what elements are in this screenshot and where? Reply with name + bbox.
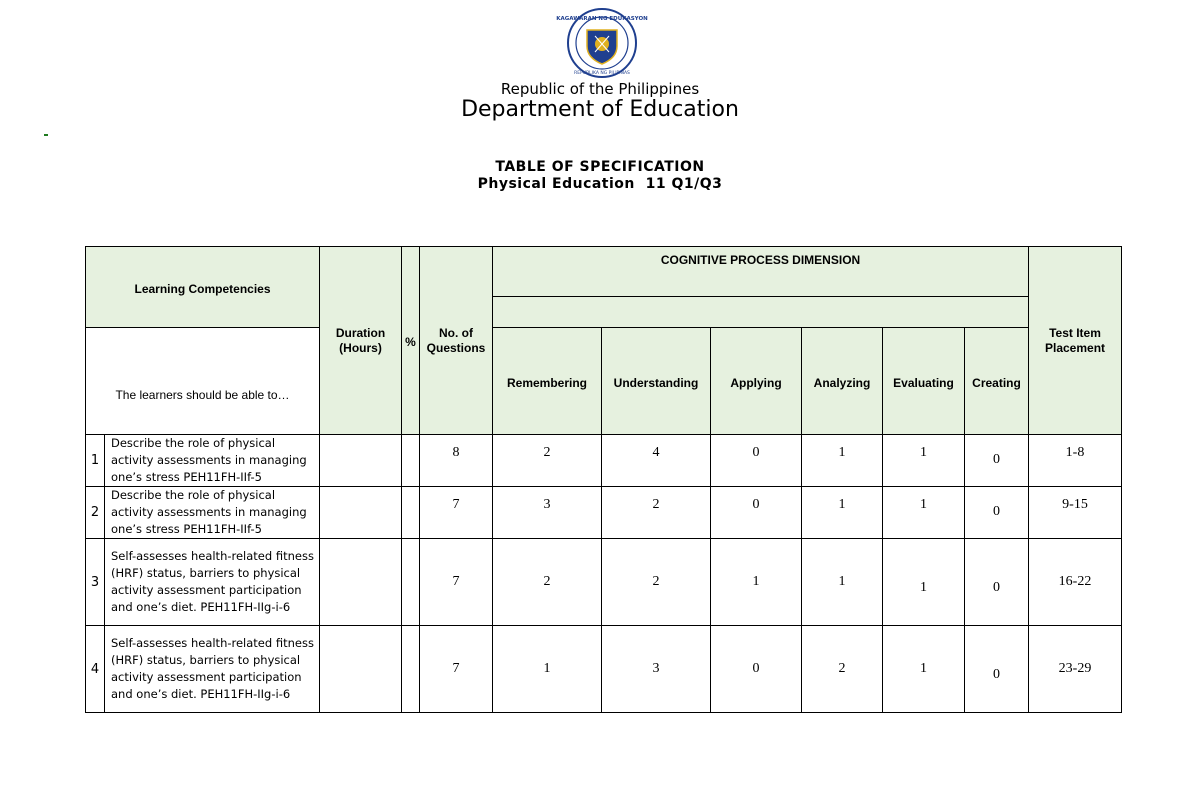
competency-prompt: The learners should be able to… bbox=[115, 387, 290, 402]
questions-cell: 7 bbox=[420, 487, 493, 539]
remembering-cell: 3 bbox=[493, 487, 602, 539]
percent-cell bbox=[402, 435, 420, 487]
percent-cell bbox=[402, 539, 420, 626]
header-understanding: Understanding bbox=[602, 328, 711, 435]
department-title: Department of Education bbox=[461, 97, 739, 122]
placement-cell: 1-8 bbox=[1029, 435, 1122, 487]
understanding-cell: 4 bbox=[602, 435, 711, 487]
header-duration: Duration (Hours) bbox=[320, 247, 402, 435]
remembering-cell: 2 bbox=[493, 435, 602, 487]
creating-cell: 0 bbox=[965, 435, 1029, 487]
analyzing-cell: 1 bbox=[802, 435, 883, 487]
questions-cell: 8 bbox=[420, 435, 493, 487]
duration-cell bbox=[320, 487, 402, 539]
percent-cell bbox=[402, 487, 420, 539]
understanding-cell: 3 bbox=[602, 626, 711, 713]
document-title: TABLE OF SPECIFICATION bbox=[495, 159, 705, 175]
placement-cell: 16-22 bbox=[1029, 539, 1122, 626]
remembering-cell: 2 bbox=[493, 539, 602, 626]
row-number: 2 bbox=[86, 487, 105, 539]
questions-cell: 7 bbox=[420, 626, 493, 713]
evaluating-cell: 1 bbox=[883, 539, 965, 626]
header-test-item-placement: Test Item Placement bbox=[1029, 247, 1122, 435]
remembering-cell: 1 bbox=[493, 626, 602, 713]
understanding-cell: 2 bbox=[602, 539, 711, 626]
row-number: 3 bbox=[86, 539, 105, 626]
seal-text-bottom: REPUBLIKA NG PILIPINAS bbox=[574, 71, 630, 76]
applying-cell: 0 bbox=[711, 487, 802, 539]
header-analyzing: Analyzing bbox=[802, 328, 883, 435]
duration-cell bbox=[320, 626, 402, 713]
row-number: 4 bbox=[86, 626, 105, 713]
header-remembering: Remembering bbox=[493, 328, 602, 435]
header-no-of-questions: No. of Questions bbox=[420, 247, 493, 435]
creating-cell: 0 bbox=[965, 539, 1029, 626]
analyzing-cell: 1 bbox=[802, 487, 883, 539]
document-subtitle: Physical Education 11 Q1/Q3 bbox=[477, 176, 723, 192]
placement-cell: 9-15 bbox=[1029, 487, 1122, 539]
deped-seal-icon bbox=[556, 8, 648, 78]
evaluating-cell: 1 bbox=[883, 487, 965, 539]
analyzing-cell: 1 bbox=[802, 539, 883, 626]
applying-cell: 0 bbox=[711, 626, 802, 713]
table-row bbox=[86, 487, 1122, 539]
green-mark bbox=[44, 134, 48, 136]
analyzing-cell: 2 bbox=[802, 626, 883, 713]
header-applying: Applying bbox=[711, 328, 802, 435]
competency-cell: Self-assesses health-related fitness (HRF) status, barriers to physical activity assessment participation and one’s diet. PEH11FH-IIg-i-6 bbox=[105, 539, 320, 626]
creating-cell: 0 bbox=[965, 487, 1029, 539]
applying-cell: 0 bbox=[711, 435, 802, 487]
header-evaluating: Evaluating bbox=[883, 328, 965, 435]
creating-cell: 0 bbox=[965, 626, 1029, 713]
table-row bbox=[86, 435, 1122, 487]
seal-text-top: KAGAWARAN NG EDUKASYON bbox=[556, 16, 648, 22]
duration-cell bbox=[320, 539, 402, 626]
republic-label: Republic of the Philippines bbox=[500, 80, 700, 98]
header-creating: Creating bbox=[965, 328, 1029, 435]
placement-cell: 23-29 bbox=[1029, 626, 1122, 713]
header-percent: % bbox=[402, 247, 420, 435]
duration-cell bbox=[320, 435, 402, 487]
header-learning-competencies: Learning Competencies bbox=[86, 247, 320, 328]
evaluating-cell: 1 bbox=[883, 435, 965, 487]
understanding-cell: 2 bbox=[602, 487, 711, 539]
competency-prompt-cell bbox=[86, 328, 320, 435]
competency-cell: Describe the role of physical activity assessments in managing one’s stress PEH11FH-IIf-5 bbox=[105, 487, 320, 539]
competency-cell: Self-assesses health-related fitness (HRF) status, barriers to physical activity assessment participation and one’s diet. PEH11FH-IIg-i-6 bbox=[105, 626, 320, 713]
evaluating-cell: 1 bbox=[883, 626, 965, 713]
document-title-block bbox=[0, 159, 1200, 193]
header-cognitive-dimension: COGNITIVE PROCESS DIMENSION bbox=[493, 247, 1029, 297]
questions-cell: 7 bbox=[420, 539, 493, 626]
applying-cell: 1 bbox=[711, 539, 802, 626]
percent-cell bbox=[402, 626, 420, 713]
table-row bbox=[86, 539, 1122, 626]
row-number: 1 bbox=[86, 435, 105, 487]
competency-cell: Describe the role of physical activity assessments in managing one’s stress PEH11FH-IIf-5 bbox=[105, 435, 320, 487]
table-row bbox=[86, 626, 1122, 713]
header-dimension-subrow bbox=[493, 296, 1029, 327]
specification-table bbox=[85, 246, 1122, 713]
